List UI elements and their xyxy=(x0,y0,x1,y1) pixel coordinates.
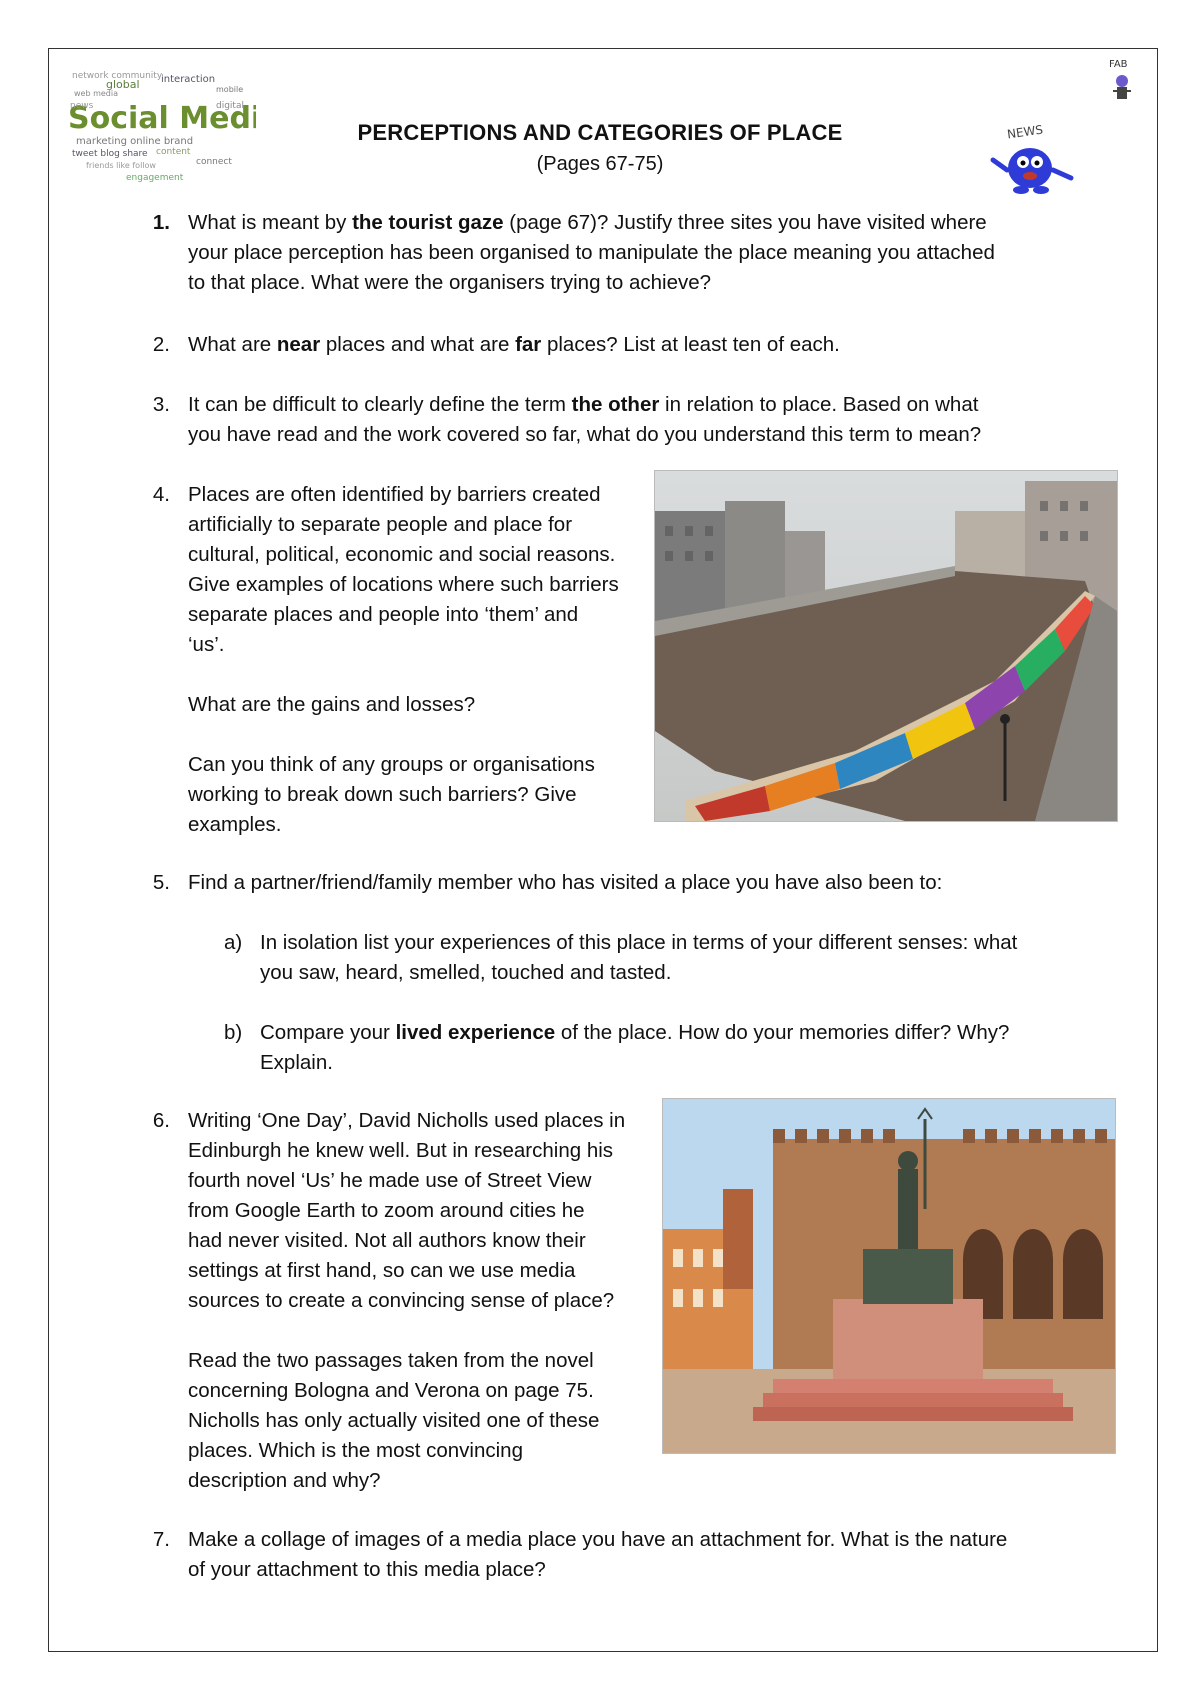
page-range: (Pages 67-75) xyxy=(536,153,664,175)
term-far: far xyxy=(515,333,542,356)
term-near: near xyxy=(276,333,321,356)
question-text-line: examples. xyxy=(188,813,282,836)
svg-text:tweet blog share: tweet blog share xyxy=(72,149,148,159)
question-text-line: Writing ‘One Day’, David Nicholls used places in xyxy=(188,1109,626,1132)
subquestion-text: In isolation list your experiences of this place in terms of your different senses: what xyxy=(260,931,1018,954)
svg-text:digital: digital xyxy=(216,101,244,111)
subquestion-text: Explain. xyxy=(260,1051,333,1074)
svg-text:mobile: mobile xyxy=(216,85,244,94)
svg-text:web media: web media xyxy=(74,89,119,98)
question-text-line: Can you think of any groups or organisations xyxy=(188,753,595,776)
svg-text:marketing online brand: marketing online brand xyxy=(76,136,194,147)
subquestion-label-b: b) xyxy=(224,1021,243,1044)
question-number: 4. xyxy=(152,483,170,506)
berlin-wall-photo xyxy=(654,470,1118,822)
question-text-line: from Google Earth to zoom around cities he xyxy=(188,1199,585,1222)
question-number: 2. xyxy=(152,333,170,356)
question-text-line: to that place. What were the organisers trying to achieve? xyxy=(188,271,712,294)
svg-text:network community: network community xyxy=(72,71,163,81)
term-lived-experience: lived experience xyxy=(395,1021,556,1044)
question-number: 7. xyxy=(152,1528,170,1551)
mascot-text: NEWS xyxy=(1006,122,1044,142)
question-text-line: separate places and people into ‘them’ and xyxy=(188,603,579,626)
subquestion-text: you saw, heard, smelled, touched and tasted. xyxy=(260,961,672,984)
question-text-line: Nicholls has only actually visited one of these xyxy=(188,1409,600,1432)
logo-text: Social Med xyxy=(68,101,251,136)
question-text-line: Give examples of locations where such barriers xyxy=(188,573,619,596)
question-text-line: working to break down such barriers? Give xyxy=(188,783,577,806)
svg-text:content: content xyxy=(156,147,191,157)
svg-text:interaction: interaction xyxy=(161,74,216,85)
question-text-line: places. Which is the most convincing xyxy=(188,1439,523,1462)
question-text-line: ‘us’. xyxy=(188,633,225,656)
question-text-line: Places are often identified by barriers created xyxy=(188,483,601,506)
question-text-line: concerning Bologna and Verona on page 75. xyxy=(188,1379,594,1402)
page-title: PERCEPTIONS AND CATEGORIES OF PLACE xyxy=(357,120,843,145)
question-text-line: of your attachment to this media place? xyxy=(188,1558,546,1581)
subquestion-text: Compare your lived experience of the place. How do your memories differ? Why? xyxy=(260,1021,1010,1044)
svg-text:connect: connect xyxy=(196,157,232,167)
bologna-neptune-fountain-photo xyxy=(662,1098,1116,1454)
question-text-line: sources to create a convincing sense of place? xyxy=(188,1289,615,1312)
question-text-line: Read the two passages taken from the novel xyxy=(188,1349,594,1372)
question-number: 6. xyxy=(152,1109,170,1132)
term-the-other: the other xyxy=(571,393,660,416)
term-tourist-gaze: the tourist gaze xyxy=(352,211,504,234)
question-text-line: had never visited. Not all authors know their xyxy=(188,1229,586,1252)
subquestion-label-a: a) xyxy=(224,931,243,954)
question-text-line: fourth novel ‘Us’ he made use of Street View xyxy=(188,1169,592,1192)
question-text-line: Edinburgh he knew well. But in researching his xyxy=(188,1139,614,1162)
svg-text:engagement: engagement xyxy=(126,173,184,183)
question-text-line: Make a collage of images of a media place you have an attachment for. What is the nature xyxy=(188,1528,1008,1551)
question-number: 3. xyxy=(152,393,170,416)
question-text: Find a partner/friend/family member who has visited a place you have also been to: xyxy=(188,871,943,894)
corner-badge-logo xyxy=(1103,55,1141,105)
question-text: It can be difficult to clearly define the term the other in relation to place. Based on what xyxy=(188,393,979,416)
question-number: 1. xyxy=(152,211,170,234)
question-text-line: your place perception has been organised to manipulate the place meaning you attached xyxy=(188,241,995,264)
corner-badge-text: FAB xyxy=(1109,59,1128,70)
question-text-line: you have read and the work covered so far, what do you understand this term to mean? xyxy=(188,423,982,446)
svg-text:friends like follow: friends like follow xyxy=(86,161,156,170)
question-text-line: cultural, political, economic and social reasons. xyxy=(188,543,616,566)
question-text-line: settings at first hand, so can we use media xyxy=(188,1259,576,1282)
svg-text:global: global xyxy=(106,78,140,91)
question-text: What are near places and what are far places? List at least ten of each. xyxy=(188,333,840,356)
question-text: What is meant by the tourist gaze (page 67)? Justify three sites you have visited where xyxy=(188,211,987,234)
question-text-line: artificially to separate people and place for xyxy=(188,513,573,536)
svg-text:news: news xyxy=(70,101,94,111)
question-number: 5. xyxy=(152,871,170,894)
question-text-line: description and why? xyxy=(188,1469,381,1492)
question-text-line: What are the gains and losses? xyxy=(188,693,476,716)
